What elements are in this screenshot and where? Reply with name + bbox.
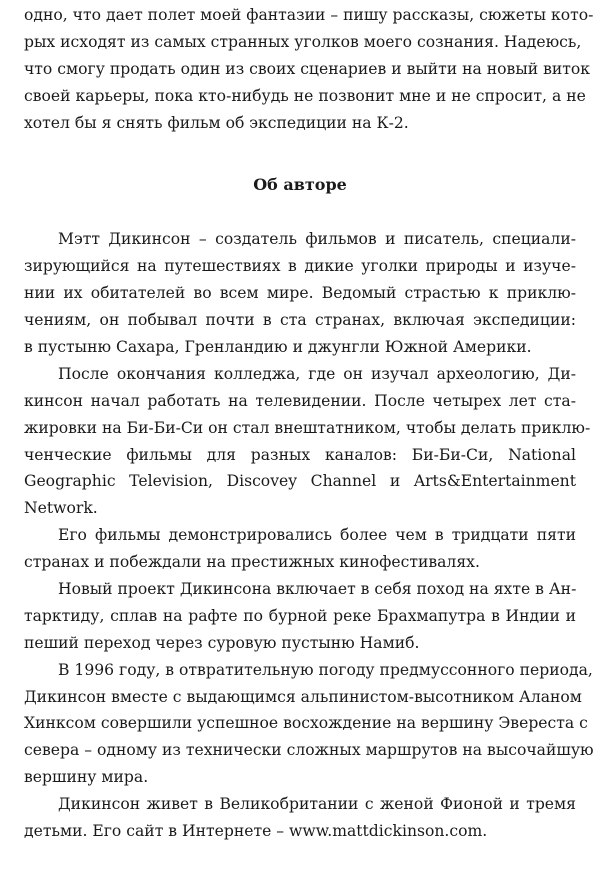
text-line: детьми. Его сайт в Интернете – www.mattdickinson.com. xyxy=(24,822,488,841)
text-line: Дикинсон живет в Великобритании с женой Фионой и тремя xyxy=(58,795,576,814)
text-line: Новый проект Дикинсона включает в себя поход на яхте в Ан- xyxy=(58,580,577,599)
bio-paragraph-5 xyxy=(24,657,594,791)
bio-paragraph-1 xyxy=(24,226,576,360)
text-line: Хинксом совершили успешное восхождение на вершину Эвереста с xyxy=(24,714,588,733)
text-line: После окончания колледжа, где он изучал археологию, Ди- xyxy=(58,364,576,383)
bio-paragraph-3 xyxy=(24,522,576,576)
text-line: ченческие фильмы для разных каналов: Би-Би-Си, National xyxy=(24,445,576,464)
text-line: Network. xyxy=(24,499,98,518)
text-line: рых исходят из самых странных уголков моего сознания. Надеюсь, xyxy=(24,32,582,51)
text-line: Geographic Television, Discovey Channel и Arts&Entertainment xyxy=(24,472,576,491)
text-line: чениям, он побывал почти в ста странах, включая экспедиции: xyxy=(24,311,576,330)
text-line: тарктиду, сплав на рафте по бурной реке Брахмапутра в Индии и xyxy=(24,606,576,625)
bio-paragraph-2 xyxy=(24,361,591,522)
text-line: жировки на Би-Би-Си он стал внештатником, чтобы делать приклю- xyxy=(24,418,591,437)
book-page xyxy=(24,2,594,845)
bio-paragraph-6 xyxy=(24,791,576,845)
text-line: Его фильмы демонстрировались более чем в тридцати пяти xyxy=(58,526,576,545)
text-line: кинсон начал работать на телевидении. После четырех лет ста- xyxy=(24,391,576,410)
text-line: Мэтт Дикинсон – создатель фильмов и писатель, специали- xyxy=(58,230,576,249)
section-heading: Об авторе xyxy=(253,175,347,195)
text-line: своей карьеры, пока кто-нибудь не позвонит мне и не спросит, а не xyxy=(24,86,586,105)
bio-paragraph-4 xyxy=(24,576,576,657)
intro-paragraph xyxy=(24,2,594,136)
text-line: вершину мира. xyxy=(24,768,149,787)
text-line: нии их обитателей во всем мире. Ведомый страстью к приклю- xyxy=(24,284,576,303)
text-line: севера – одному из технически сложных маршрутов на высочайшую xyxy=(24,741,594,760)
text-line: В 1996 году, в отвратительную погоду предмуссонного периода, xyxy=(58,660,593,679)
text-line: Дикинсон вместе с выдающимся альпинистом-высотником Аланом xyxy=(24,687,582,706)
text-line: хотел бы я снять фильм об экспедиции на К-2. xyxy=(24,113,409,132)
text-line: странах и побеждали на престижных кинофестивалях. xyxy=(24,553,480,572)
text-line: зирующийся на путешествиях в дикие уголки природы и изуче- xyxy=(24,257,576,276)
text-line: одно, что дает полет моей фантазии – пишу рассказы, сюжеты кото- xyxy=(24,6,594,24)
text-line: пеший переход через суровую пустыню Намиб. xyxy=(24,633,420,652)
text-line: в пустыню Сахара, Гренландию и джунгли Южной Америки. xyxy=(24,338,532,357)
text-line: что смогу продать один из своих сценариев и выйти на новый виток xyxy=(24,59,591,78)
